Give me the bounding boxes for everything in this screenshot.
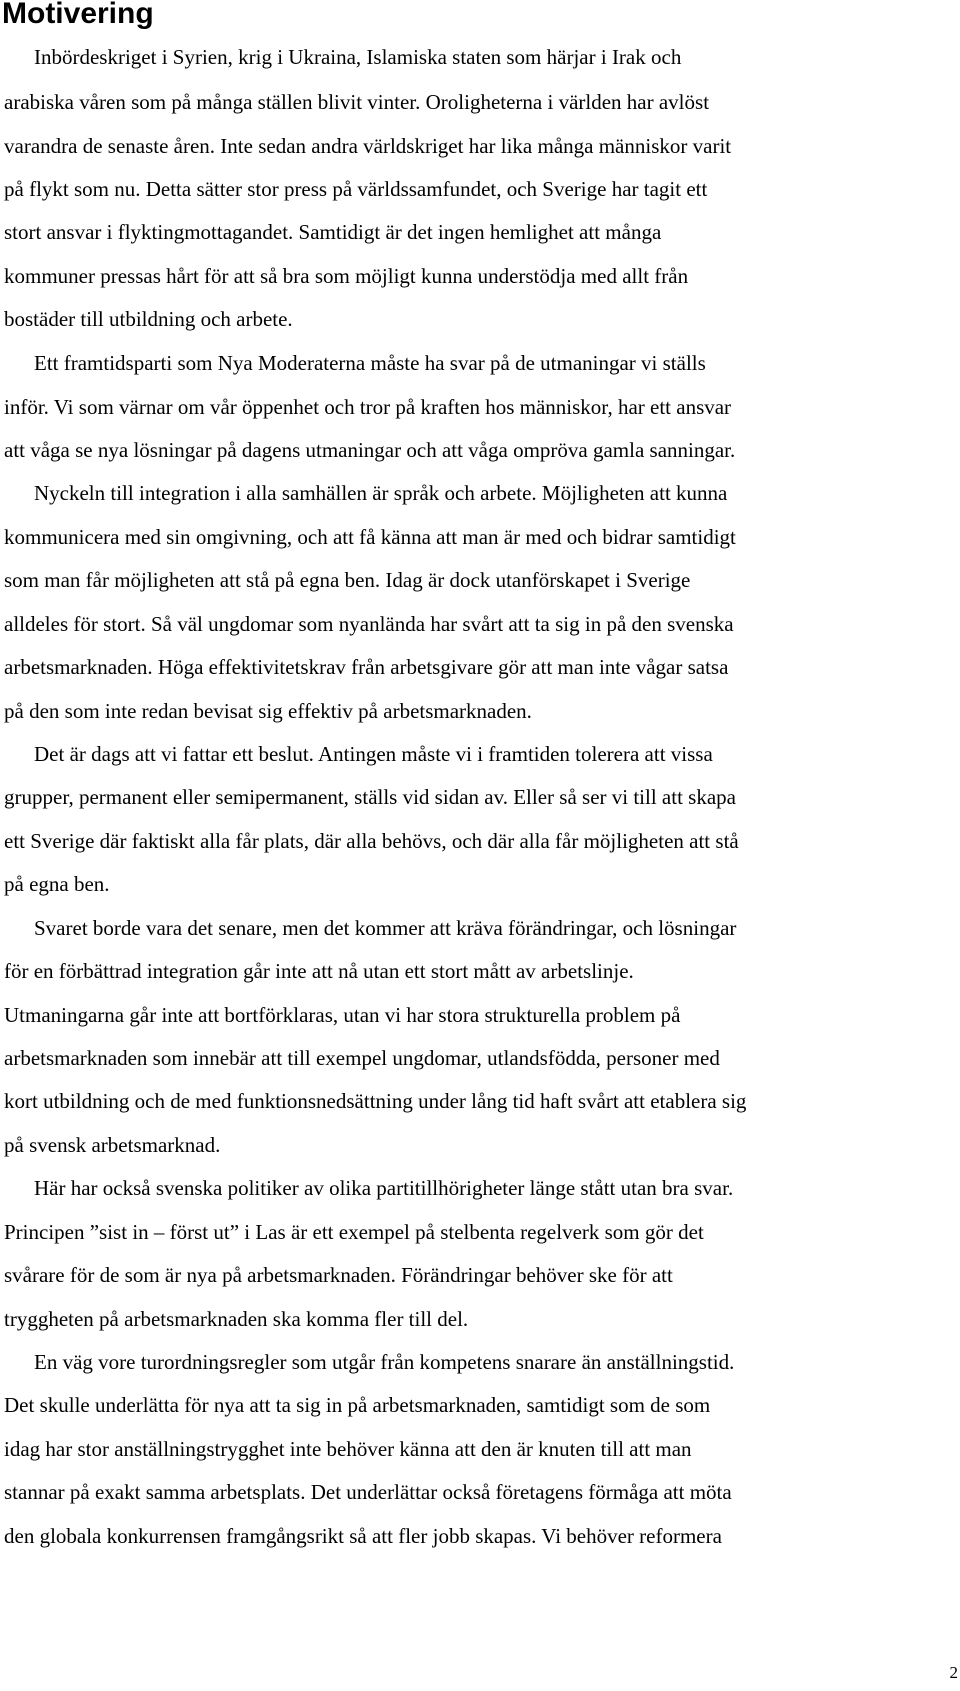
text-line: bostäder till utbildning och arbete. <box>4 307 293 331</box>
text-line: arabiska våren som på många ställen blivit vinter. Oroligheterna i världen har avlöst <box>4 90 710 114</box>
text-line: som man får möjligheten att stå på egna ben. Idag är dock utanförskapet i Sverige <box>4 568 691 592</box>
text-line: på den som inte redan bevisat sig effektiv på arbetsmarknaden. <box>4 699 532 723</box>
text-line: på flykt som nu. Detta sätter stor press på världssamfundet, och Sverige har tagit ett <box>4 177 708 201</box>
text-line: inför. Vi som värnar om vår öppenhet och tror på kraften hos människor, har ett ansvar <box>4 395 732 419</box>
text-line: Det skulle underlätta för nya att ta sig in på arbetsmarknaden, samtidigt som de som <box>4 1393 711 1417</box>
text-line: Inbördeskriget i Syrien, krig i Ukraina, Islamiska staten som härjar i Irak och <box>34 45 682 69</box>
text-line: svårare för de som är nya på arbetsmarknaden. Förändringar behöver ske för att <box>4 1263 673 1287</box>
text-line: varandra de senaste åren. Inte sedan andra världskriget har lika många människor varit <box>4 134 732 158</box>
text-line: grupper, permanent eller semipermanent, ställs vid sidan av. Eller så ser vi till att skapa <box>4 785 736 809</box>
text-line: Det är dags att vi fattar ett beslut. Antingen måste vi i framtiden tolerera att vissa <box>34 742 713 766</box>
text-line: Utmaningarna går inte att bortförklaras, utan vi har stora strukturella problem på <box>4 1003 681 1027</box>
text-line: för en förbättrad integration går inte att nå utan ett stort mått av arbetslinje. <box>4 959 634 983</box>
text-line: kommuner pressas hårt för att så bra som möjligt kunna understödja med allt från <box>4 264 689 288</box>
text-line: Nyckeln till integration i alla samhällen är språk och arbete. Möjligheten att kunna <box>34 481 728 505</box>
text-line: alldeles för stort. Så väl ungdomar som nyanlända har svårt att ta sig in på den svenska <box>4 612 734 636</box>
text-line: ett Sverige där faktiskt alla får plats, där alla behövs, och där alla får möjligheten att stå <box>4 829 739 853</box>
text-line: Här har också svenska politiker av olika partitillhörigheter länge stått utan bra svar. <box>34 1176 734 1200</box>
text-line: på egna ben. <box>4 872 110 896</box>
text-line: stannar på exakt samma arbetsplats. Det underlättar också företagens förmåga att möta <box>4 1480 732 1504</box>
text-line: En väg vore turordningsregler som utgår från kompetens snarare än anställningstid. <box>34 1350 735 1374</box>
section-heading: Motivering <box>2 0 154 30</box>
text-line: den globala konkurrensen framgångsrikt så att fler jobb skapas. Vi behöver reformera <box>4 1524 722 1548</box>
text-line: Ett framtidsparti som Nya Moderaterna måste ha svar på de utmaningar vi ställs <box>34 351 706 375</box>
text-line: kommunicera med sin omgivning, och att få känna att man är med och bidrar samtidigt <box>4 525 736 549</box>
text-line: kort utbildning och de med funktionsnedsättning under lång tid haft svårt att etablera sig <box>4 1089 747 1113</box>
text-line: tryggheten på arbetsmarknaden ska komma fler till del. <box>4 1307 469 1331</box>
text-line: idag har stor anställningstrygghet inte behöver känna att den är knuten till att man <box>4 1437 692 1461</box>
page-number: 2 <box>949 1663 958 1682</box>
text-line: stort ansvar i flyktingmottagandet. Samtidigt är det ingen hemlighet att många <box>4 220 662 244</box>
text-line: arbetsmarknaden som innebär att till exempel ungdomar, utlandsfödda, personer med <box>4 1046 720 1070</box>
text-line: arbetsmarknaden. Höga effektivitetskrav från arbetsgivare gör att man inte vågar satsa <box>4 655 729 679</box>
text-line: att våga se nya lösningar på dagens utmaningar och att våga ompröva gamla sanningar. <box>4 438 736 462</box>
text-line: Svaret borde vara det senare, men det kommer att kräva förändringar, och lösningar <box>34 916 737 940</box>
text-line: Principen ”sist in – först ut” i Las är ett exempel på stelbenta regelverk som gör det <box>4 1220 704 1244</box>
text-line: på svensk arbetsmarknad. <box>4 1133 221 1157</box>
